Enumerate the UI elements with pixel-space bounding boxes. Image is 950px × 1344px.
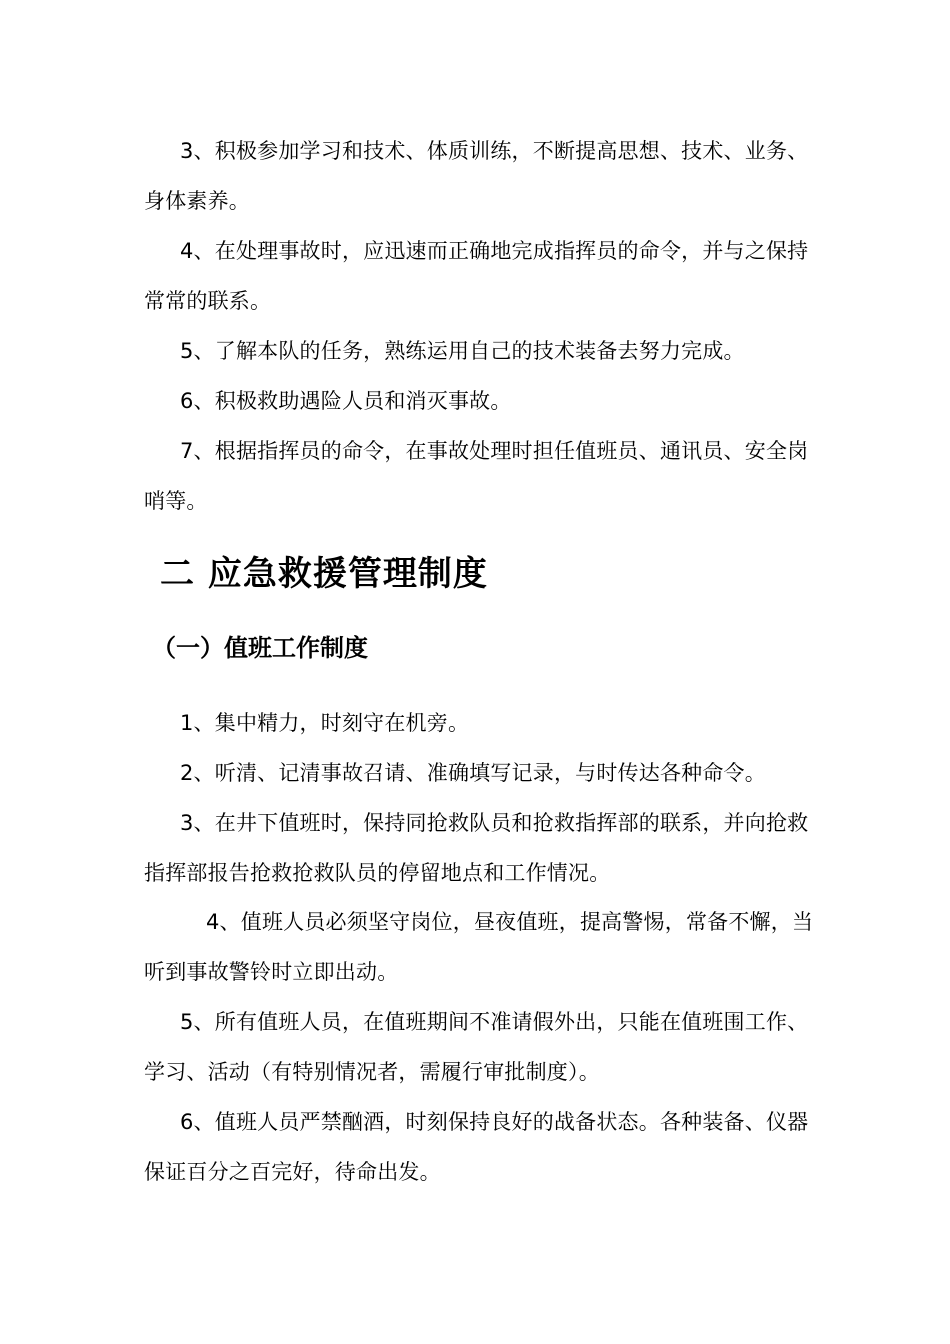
duty-item-7: 7、根据指挥员的命令，在事故处理时担任值班员、通讯员、安全岗哨等。 (144, 439, 809, 513)
rule-item-2: 2、听清、记清事故召请、准确填写记录，与时传达各种命令。 (180, 761, 766, 785)
duty-item-6: 6、积极救助遇险人员和消灭事故。 (180, 389, 512, 413)
section-heading: 二 应急救援管理制度 (160, 554, 488, 594)
subsection-heading: （一）值班工作制度 (152, 634, 368, 662)
duty-item-3: 3、积极参加学习和技术、体质训练，不断提高思想、技术、业务、身体素养。 (144, 139, 809, 213)
rule-item-1: 1、集中精力，时刻守在机旁。 (180, 711, 470, 735)
duty-item-4: 4、在处理事故时，应迅速而正确地完成指挥员的命令，并与之保持常常的联系。 (144, 239, 809, 313)
duty-item-5: 5、了解本队的任务，熟练运用自己的技术装备去努力完成。 (180, 339, 745, 363)
rule-item-3: 3、在井下值班时，保持同抢救队员和抢救指挥部的联系，并向抢救指挥部报告抢救抢救队员的停留地点和工作情况。 (144, 811, 809, 885)
rule-item-5: 5、所有值班人员，在值班期间不准请假外出，只能在值班围工作、学习、活动（有特别情况者，需履行审批制度）。 (144, 1010, 809, 1084)
rule-item-6: 6、值班人员严禁酗酒，时刻保持良好的战备状态。各种装备、仪器保证百分之百完好，待命出发。 (144, 1110, 809, 1184)
rule-item-4: 4、值班人员必须坚守岗位，昼夜值班，提高警惕，常备不懈，当听到事故警铃时立即出动。 (144, 910, 814, 984)
